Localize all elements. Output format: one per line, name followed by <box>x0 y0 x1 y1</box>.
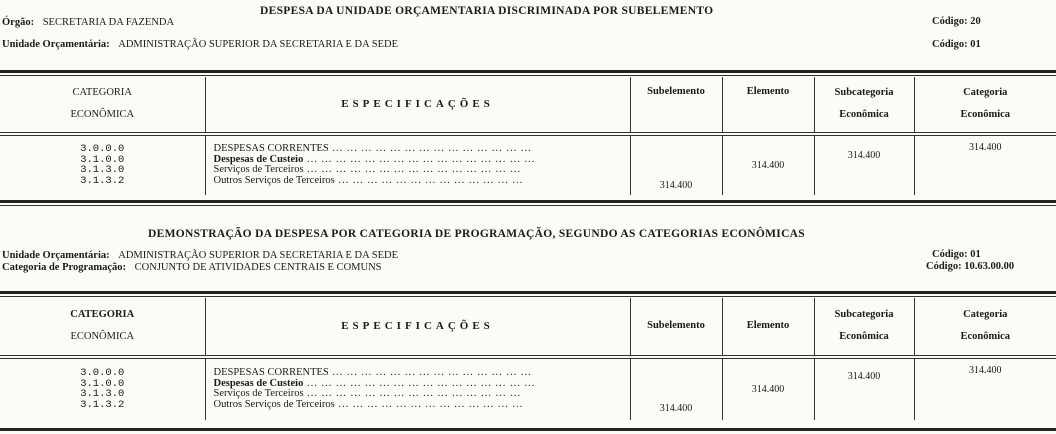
unidade-line-2 <box>2 250 398 261</box>
table1-codes: 3.0.0.0 3.1.0.0 3.1.3.0 3.1.3.2 <box>80 143 125 187</box>
orgao-code: Código: 20 <box>932 16 981 27</box>
table2-cat-header: CATEGORIA ECONÔMICA <box>70 309 135 343</box>
orgao-label: Órgão: <box>2 17 35 28</box>
table1-specs: DESPESAS CORRENTES ... ... ... ... ... ... ... ... ... ... ... ... ... ... Despesas de Custeio ... ... ... ... ... ... ... ... ... ... ... ... ... ... ... ... Serviços de Terceiros ... ... ... ... ... ... ... ... ... ... ... ... ... ... ... Outros Serviços de Terceiros ... ... ... ... ... ... ... ... ... ... ... ... ... <box>205 135 630 195</box>
table2-top-rule <box>0 291 1056 294</box>
table1-categoria-value: 314.400 <box>914 135 1056 195</box>
table1-elemento-value: 314.400 <box>722 135 814 195</box>
table1-top-rule <box>0 70 1056 73</box>
categoria-line <box>2 262 382 273</box>
table1-categoria-header: Categoria Econômica <box>914 77 1056 132</box>
table2-codes: 3.0.0.0 3.1.0.0 3.1.3.0 3.1.3.2 <box>80 367 125 411</box>
table2-categoria-value: 314.400 <box>914 358 1056 420</box>
table1-subelemento-header: Subelemento <box>630 77 722 132</box>
table1-bottom-rule <box>0 200 1056 203</box>
table2-categoria-header: Categoria Econômica <box>914 298 1056 355</box>
table1 <box>0 77 1056 195</box>
unidade-line-1 <box>2 39 398 50</box>
table1-subcat-value: 314.400 <box>814 135 914 195</box>
categoria-label: Categoria de Programação: <box>2 262 127 273</box>
table2-bottom-rule <box>0 428 1056 431</box>
table2-subelemento-header: Subelemento <box>630 298 722 355</box>
table2 <box>0 298 1056 420</box>
table2-subcat-header: Subcategoria Econômica <box>814 298 914 355</box>
table1-subcat-header: Subcategoria Econômica <box>814 77 914 132</box>
table1-specs-header: ESPECIFICAÇÕES <box>205 77 630 132</box>
table2-subelemento-value: 314.400 <box>630 358 722 420</box>
unidade-code-1: Código: 01 <box>932 39 981 50</box>
table1-body-row <box>0 135 1056 195</box>
table2-specs-header: ESPECIFICAÇÕES <box>205 298 630 355</box>
table2-top-rule-2 <box>0 296 1056 297</box>
unidade-value-2: ADMINISTRAÇÃO SUPERIOR DA SECRETARIA E DA SEDE <box>118 250 399 261</box>
categoria-value: CONJUNTO DE ATIVIDADES CENTRAIS E COMUNS <box>134 262 382 273</box>
unidade-value-1: ADMINISTRAÇÃO SUPERIOR DA SECRETARIA E DA SEDE <box>118 39 399 50</box>
table1-header-row <box>0 77 1056 132</box>
table1-top-rule-2 <box>0 75 1056 76</box>
table1-elemento-header: Elemento <box>722 77 814 132</box>
table2-header-row <box>0 298 1056 355</box>
section1-title: DESPESA DA UNIDADE ORÇAMENTARIA DISCRIMINADA POR SUBELEMENTO <box>260 5 714 17</box>
table2-specs: DESPESAS CORRENTES ... ... ... ... ... ... ... ... ... ... ... ... ... ... Despesas de Custeio ... ... ... ... ... ... ... ... ... ... ... ... ... ... ... ... Serviços de Terceiros ... ... ... ... ... ... ... ... ... ... ... ... ... ... ... Outros Serviços de Terceiros ... ... ... ... ... ... ... ... ... ... ... ... ... <box>205 358 630 420</box>
orgao-line <box>2 17 174 28</box>
section2-title: DEMONSTRAÇÃO DA DESPESA POR CATEGORIA DE PROGRAMAÇÃO, SEGUNDO AS CATEGORIAS ECONÔMICAS <box>148 228 805 240</box>
unidade-code-2: Código: 01 <box>932 249 981 260</box>
table1-cat-header: CATEGORIA ECONÔMICA <box>70 87 135 121</box>
categoria-code: Código: 10.63.00.00 <box>926 261 1015 272</box>
table1-subelemento-value: 314.400 <box>630 135 722 195</box>
unidade-label-1: Unidade Orçamentária: <box>2 39 110 50</box>
unidade-label-2: Unidade Orçamentária: <box>2 250 110 261</box>
table2-body-row <box>0 358 1056 420</box>
table1-bottom-rule-2 <box>0 205 1056 206</box>
orgao-value: SECRETARIA DA FAZENDA <box>42 17 175 28</box>
table2-elemento-value: 314.400 <box>722 358 814 420</box>
table2-subcat-value: 314.400 <box>814 358 914 420</box>
table2-elemento-header: Elemento <box>722 298 814 355</box>
